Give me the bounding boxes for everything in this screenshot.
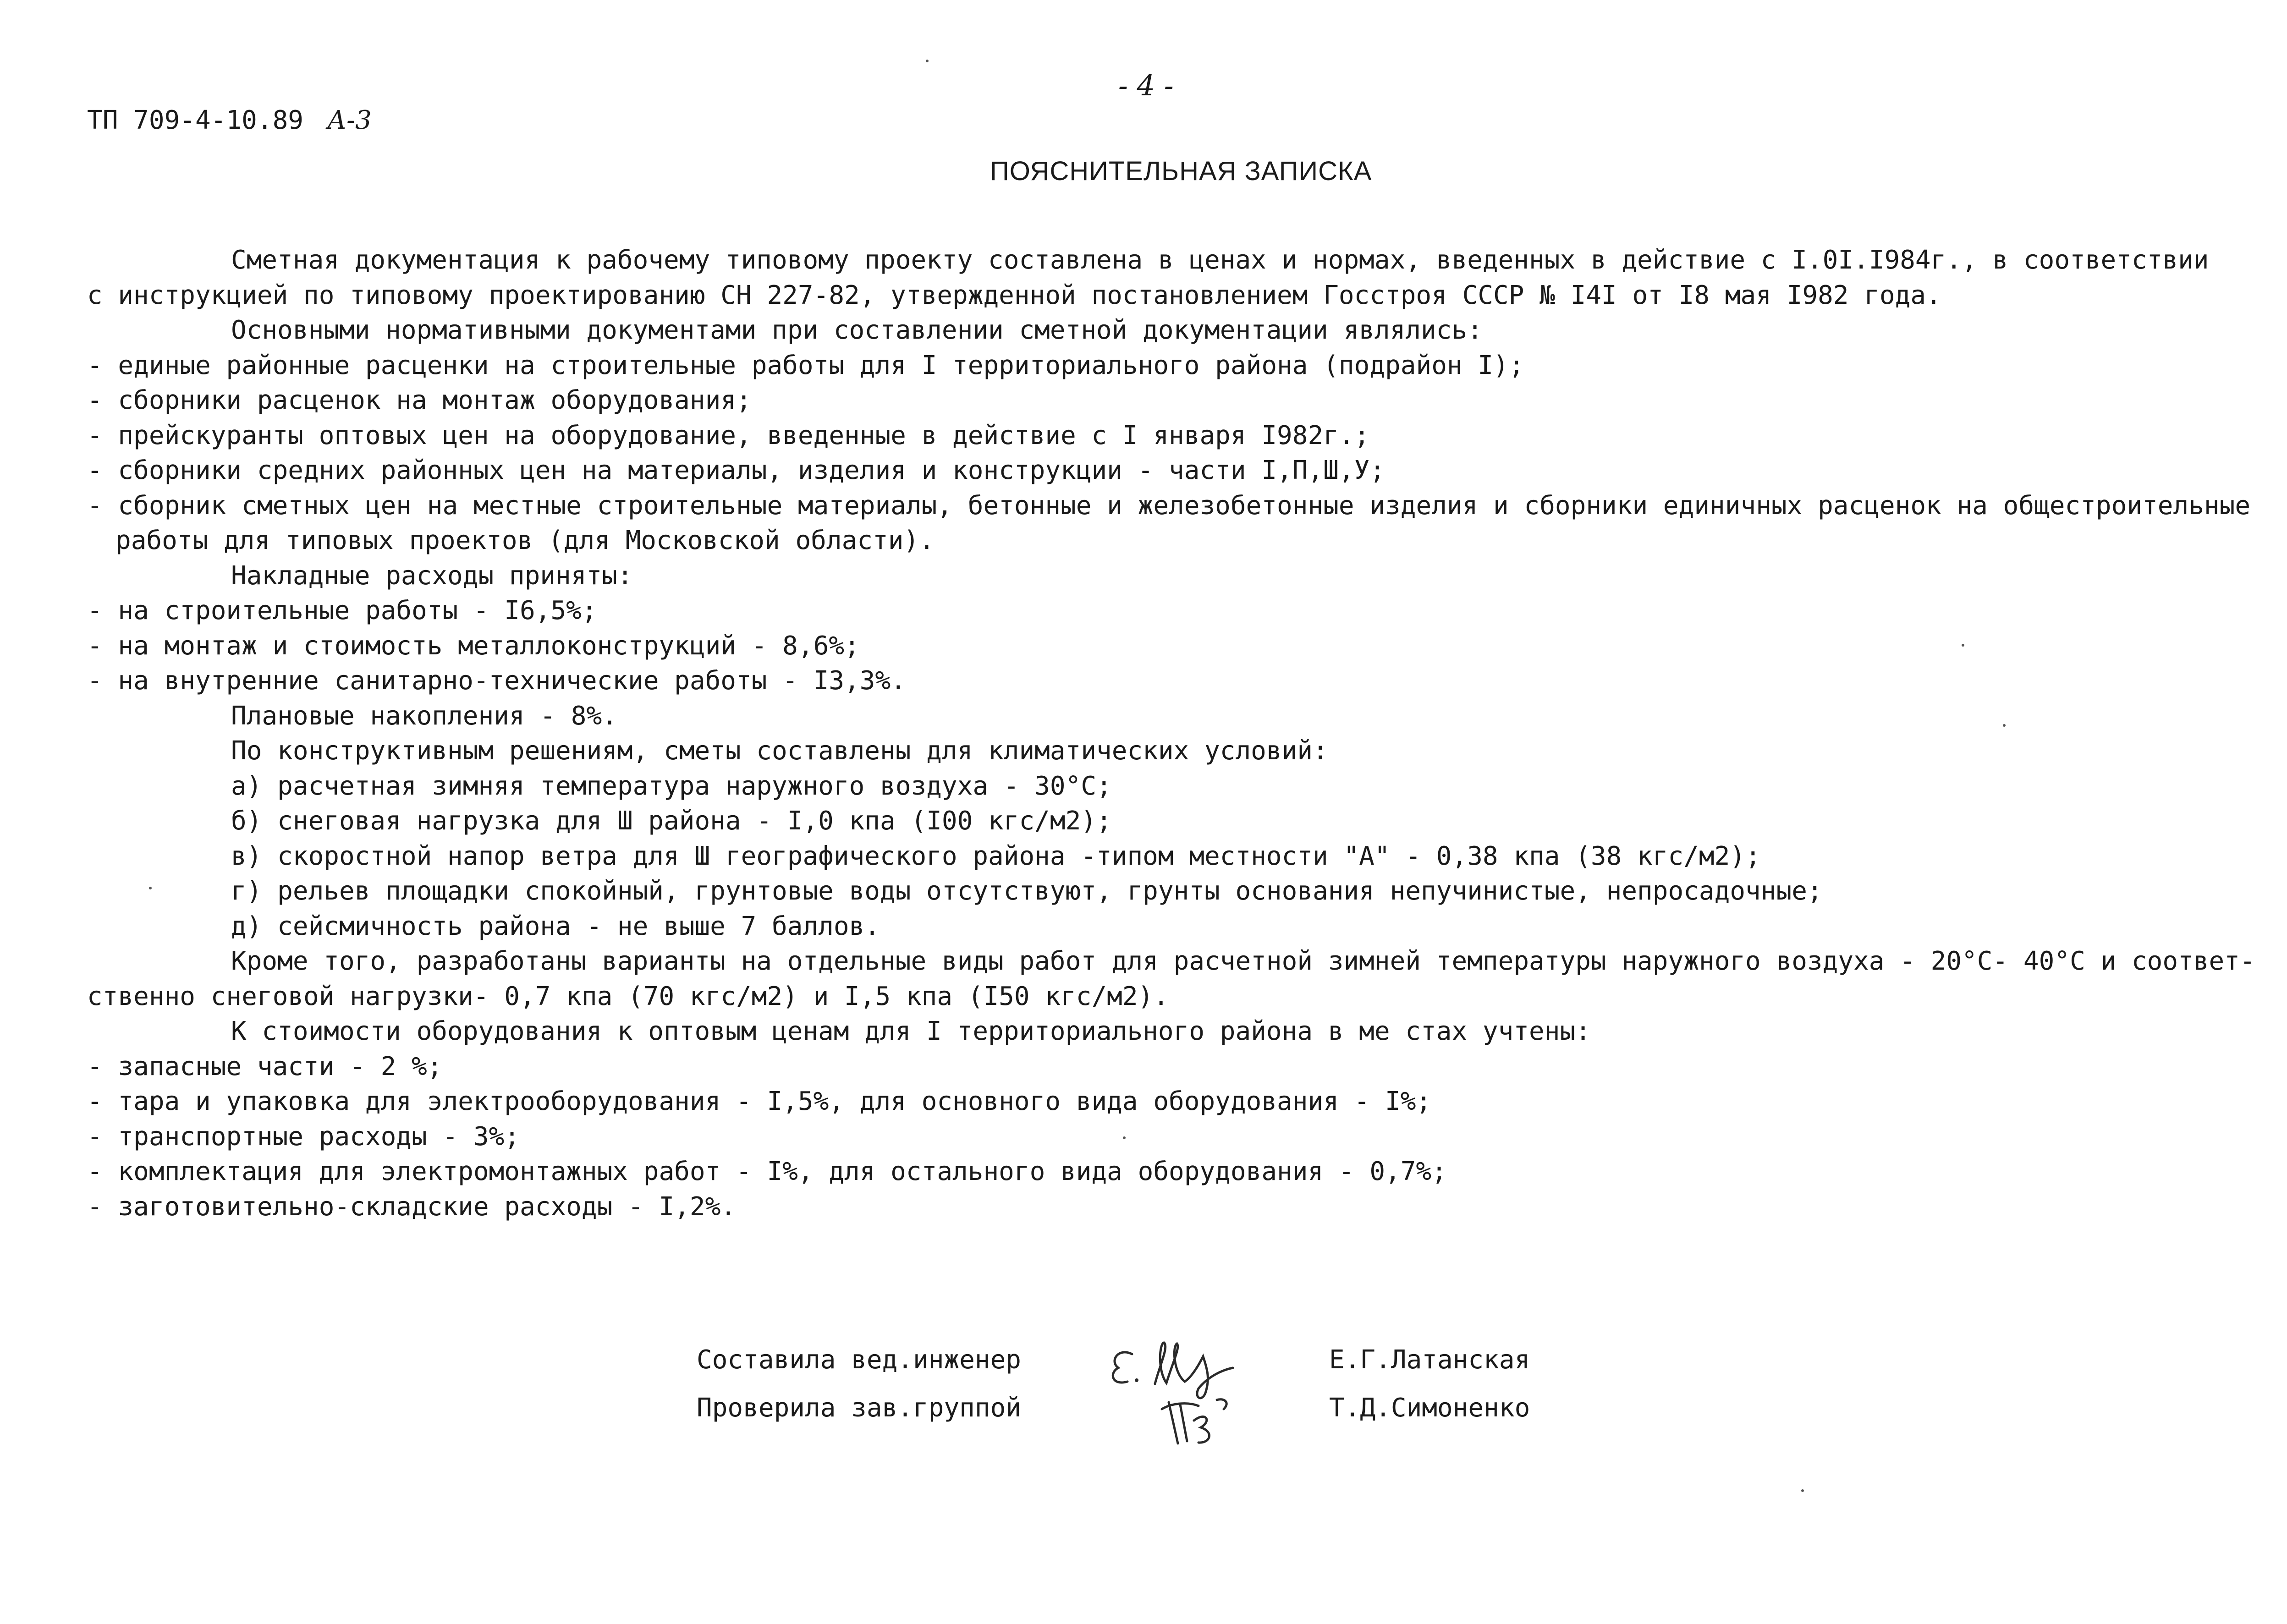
scan-speck (1123, 1136, 1126, 1139)
body-line: - сборник сметных цен на местные строительные материалы, бетонные и железобетонные изделия и сборники единичных расценок на общестроительные (87, 490, 2251, 521)
scan-speck (149, 887, 152, 889)
body-line: г) рельев площадки спокойный, грунтовые воды отсутствуют, грунты основания непучинистые, непросадочные; (231, 876, 1823, 906)
handwritten-signatures (1100, 1329, 1292, 1448)
document-code-text: ТП 709-4-10.89 (87, 105, 304, 135)
body-line: - сборники расценок на монтаж оборудования; (87, 385, 752, 415)
scan-speck (2003, 724, 2006, 727)
page-title: ПОЯСНИТЕЛЬНАЯ ЗАПИСКА (990, 156, 1372, 186)
body-line: б) снеговая нагрузка для Ш района - I,0 кпа (I00 кгс/м2); (231, 806, 1112, 836)
body-line: - единые районные расценки на строительные работы для I территориального района (подрайон I); (87, 350, 1524, 380)
body-line: - заготовительно-складские расходы - I,2%. (87, 1191, 737, 1222)
body-line: - тара и упаковка для электрооборудования - I,5%, для основного вида оборудования - I%; (87, 1086, 1432, 1116)
body-line: Кроме того, разработаны варианты на отдельные виды работ для расчетной зимней температуры наружного воздуха - 20°С- 40°С и соответ- (231, 946, 2255, 976)
composed-by-label: Составила вед.инженер (697, 1345, 1022, 1375)
body-line: - запасные части - 2 %; (87, 1051, 443, 1081)
body-line: Накладные расходы приняты: (231, 560, 633, 591)
document-code (87, 105, 372, 135)
body-line: По конструктивным решениям, сметы составлены для климатических условий: (231, 736, 1328, 766)
body-line: - прейскуранты оптовых цен на оборудование, введенные в действие с I января I982г.; (87, 420, 1370, 450)
body-line: работы для типовых проектов (для Московской области). (115, 526, 935, 555)
body-line: К стоимости оборудования к оптовым ценам для I территориального района в ме стах учтены: (231, 1016, 1591, 1046)
body-line: Плановые накопления - 8%. (231, 701, 617, 731)
body-line: Основными нормативными документами при составлении сметной документации являлись: (231, 315, 1483, 345)
scan-speck (1962, 644, 1964, 647)
composed-by-name: Е.Г.Латанская (1329, 1345, 1530, 1375)
body-line: - на внутренние санитарно-технические работы - I3,3%. (87, 666, 906, 696)
checked-by-name: Т.Д.Симоненко (1329, 1393, 1530, 1423)
body-line: с инструкцией по типовому проектированию СН 227-82, утвержденной постановлением Госстроя СССР № I4I от I8 мая I982 года. (87, 280, 1941, 310)
checked-by-label: Проверила зав.группой (697, 1393, 1022, 1423)
document-body (87, 243, 2255, 1224)
body-line: - на строительные работы - I6,5%; (87, 596, 597, 625)
body-line: - транспортные расходы - 3%; (87, 1121, 520, 1152)
body-line: - на монтаж и стоимость металлоконструкций - 8,6%; (87, 631, 860, 661)
scan-speck (926, 60, 929, 62)
body-line: д) сейсмичность района - не выше 7 баллов. (231, 911, 880, 941)
page-number: - 4 - (1118, 69, 1174, 102)
body-line: Сметная документация к рабочему типовому проекту составлена в ценах и нормах, введенных в действие с I.0I.I984г., в соответствии (231, 245, 2209, 275)
scan-speck (1801, 1489, 1804, 1492)
body-line: в) скоростной напор ветра для Ш географического района -типом местности "А" - 0,38 кпа (38 кгс/м2); (231, 841, 1761, 871)
body-line: а) расчетная зимняя температура наружного воздуха - 30°С; (231, 771, 1112, 801)
handwritten-mark: А-3 (327, 105, 372, 135)
body-line: ственно снеговой нагрузки- 0,7 кпа (70 кгс/м2) и I,5 кпа (I50 кгс/м2). (87, 981, 1169, 1011)
body-line: - комплектация для электромонтажных работ - I%, для остального вида оборудования - 0,7%; (87, 1157, 1447, 1186)
body-line: - сборники средних районных цен на материалы, изделия и конструкции - части I,П,Ш,У; (87, 455, 1385, 485)
